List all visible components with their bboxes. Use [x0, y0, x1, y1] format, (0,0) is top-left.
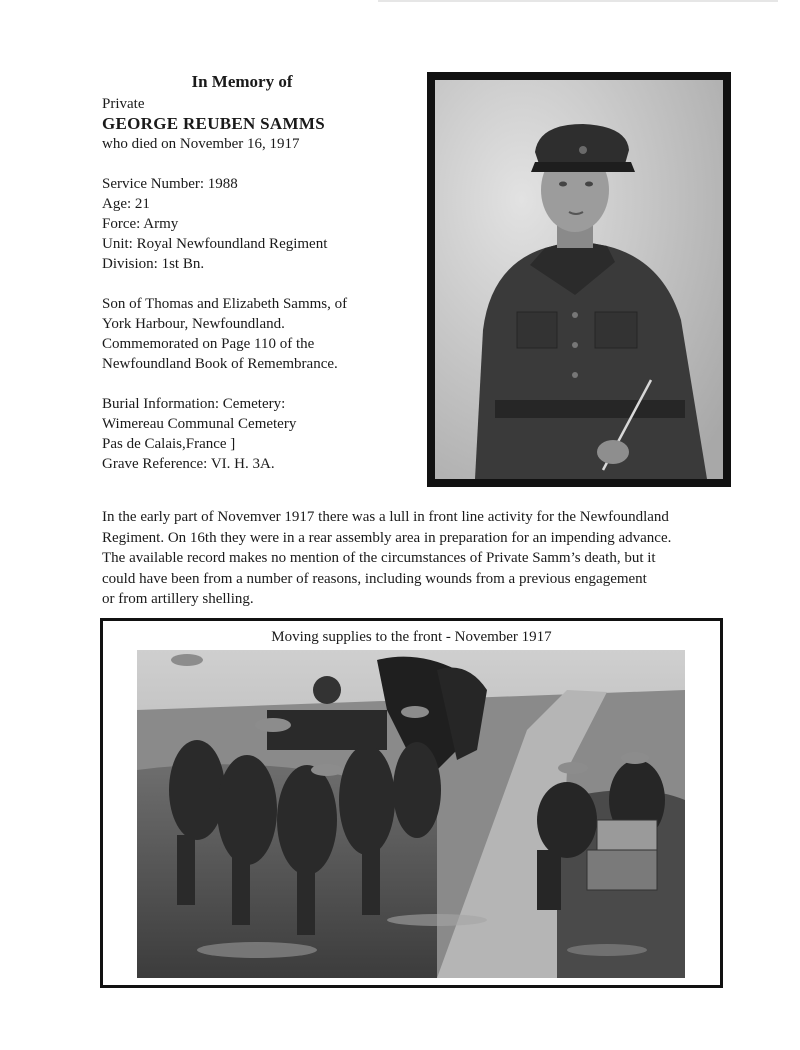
narrative-line: The available record makes no mention of the circumstances of Private Samm’s death, but it [102, 550, 656, 566]
age: Age: 21 [102, 196, 150, 212]
war-photo-image [137, 650, 685, 978]
soldier-portrait [427, 72, 731, 487]
portrait-image [435, 80, 723, 479]
narrative-line: Regiment. On 16th they were in a rear assembly area in preparation for an impending advance. [102, 529, 672, 546]
narrative-line: or from artillery shelling. [102, 591, 254, 607]
burial-line: Pas de Calais,France ] [102, 436, 236, 452]
division: Division: 1st Bn. [102, 256, 205, 272]
soldier-name: GEORGE REUBEN SAMMS [102, 114, 325, 133]
family-line: Son of Thomas and Elizabeth Samms, of [102, 296, 348, 312]
family-line: Newfoundland Book of Remembrance. [102, 356, 338, 372]
burial-line: Burial Information: Cemetery: [102, 396, 286, 412]
burial-line: Grave Reference: VI. H. 3A. [102, 456, 275, 472]
narrative-line: In the early part of Novemver 1917 there was a lull in front line activity for the Newfoundland [102, 509, 669, 525]
burial-line: Wimereau Communal Cemetery [102, 416, 297, 432]
memorial-heading: In Memory of [191, 72, 293, 91]
historical-photo-panel [100, 618, 723, 988]
photo-caption: Moving supplies to the front - November 1917 [271, 629, 552, 645]
unit: Unit: Royal Newfoundland Regiment [102, 236, 328, 252]
memorial-details [102, 70, 412, 474]
soldiers-moving-supplies-photo [137, 650, 685, 978]
rank: Private [102, 96, 145, 112]
family-line: Commemorated on Page 110 of the [102, 336, 315, 352]
narrative-paragraph [102, 507, 752, 610]
family-line: York Harbour, Newfoundland. [102, 316, 285, 332]
top-divider [378, 0, 778, 2]
service-number: Service Number: 1988 [102, 176, 238, 192]
narrative-line: could have been from a number of reasons, including wounds from a previous engagement [102, 570, 647, 587]
date-of-death: who died on November 16, 1917 [102, 136, 300, 152]
force: Force: Army [102, 216, 179, 232]
